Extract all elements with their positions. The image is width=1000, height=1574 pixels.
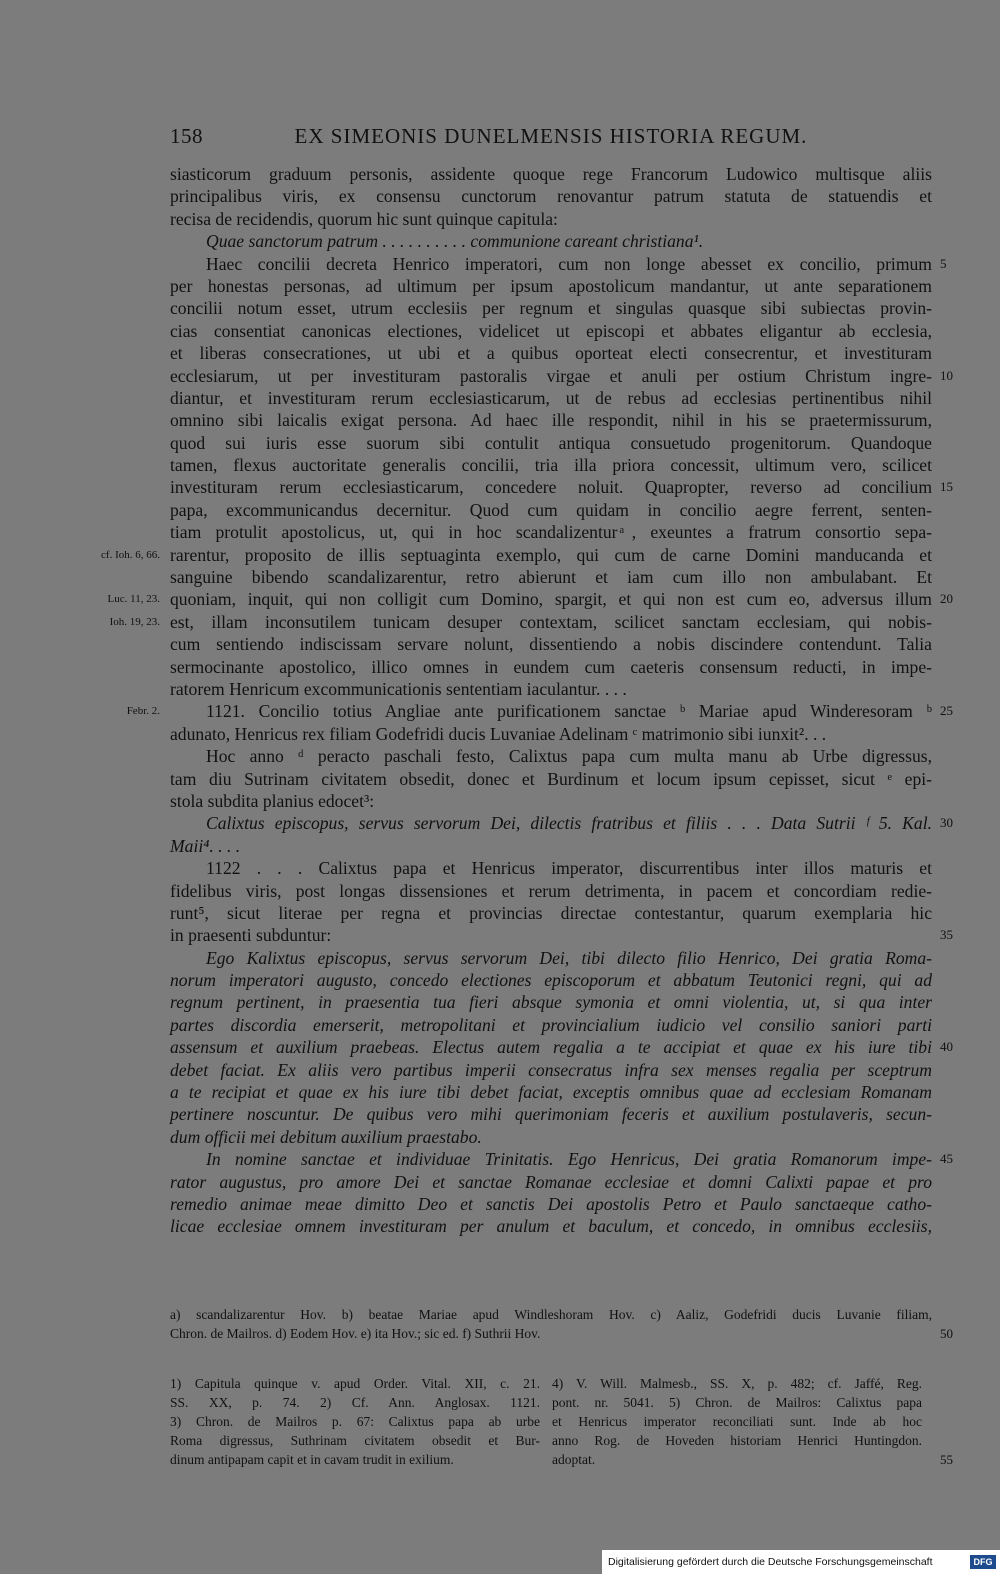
- line-text: cum sentiendo indiscissam servare nolunt, dissentiendo a nobis discindere contendunt. Talia: [170, 634, 932, 655]
- line-number: 10: [940, 367, 953, 383]
- text-line: [170, 275, 932, 297]
- line-text: remedio animae meae dimitto Deo et sanctis Dei apostolis Petro et Paulo sanctaeque catho-: [170, 1193, 932, 1214]
- footnote-line: Roma digressus, Suthrinam civitatem obsedit et Bur-: [170, 1433, 540, 1448]
- text-line: [170, 991, 932, 1013]
- running-title: EX SIMEONIS DUNELMENSIS HISTORIA REGUM.: [294, 124, 808, 148]
- line-text: papa, excommunicandus decernitur. Quod cum quidam in concilio aegre ferrent, senten-: [170, 499, 932, 520]
- text-line: [170, 902, 932, 924]
- text-line: [170, 499, 932, 521]
- margin-reference: Ioh. 19, 23.: [109, 615, 160, 628]
- text-line: [170, 812, 953, 834]
- footnote-line: et Henricus imperator reconciliati sunt. Inde ab hoc: [552, 1414, 922, 1429]
- text-line: [170, 857, 932, 879]
- line-text: debet faciat. Ex aliis vero partibus imperii consecratus infra sex menses regalia per sceptrum: [170, 1059, 932, 1080]
- text-line: [170, 253, 947, 275]
- line-text: rarentur, proposito de illis septuaginta exemplo, qui cum de carne Domini manducanda et: [170, 544, 932, 565]
- margin-reference: cf. Ioh. 6, 66.: [101, 548, 160, 561]
- line-number: 5: [940, 255, 947, 271]
- line-text: omnino sibi laicalis exigat persona. Ad haec ille respondit, nihil in his se praetermissurum,: [170, 410, 932, 431]
- main-text: [101, 163, 953, 1238]
- line-text: Ego Kalixtus episcopus, servus servorum Dei, tibi dilecto filio Henrico, Dei gratia Roma-: [206, 947, 932, 968]
- line-text: quoniam, inquit, qui non colligit cum Domino, spargit, et qui non est cum eo, adversus illum: [170, 589, 932, 610]
- footnote-line: 4) V. Will. Malmesb., SS. X, p. 482; cf. Jaffé, Reg.: [552, 1376, 922, 1391]
- line-text: stola subdita planius edocet³:: [170, 790, 375, 811]
- line-number: 50: [940, 1326, 953, 1341]
- text-line: [170, 163, 932, 185]
- line-number: 35: [940, 927, 953, 943]
- line-text: Hoc anno ᵈ peracto paschali festo, Calixtus papa cum multa manu ab Urbe digressus,: [206, 746, 932, 767]
- text-line: [170, 1036, 953, 1058]
- text-line: [107, 588, 953, 610]
- line-text: ecclesiarum, ut per investituram pastoralis virgae et anuli per ostium Christum ingre-: [170, 365, 932, 386]
- line-text: rator augustus, pro amore Dei et sanctae Romanae ecclesiae et domni Calixti papae et pro: [170, 1171, 932, 1192]
- line-text: partes discordia emerserit, metropolitani et provincialium iudicio vel consilio saniori parti: [170, 1014, 932, 1035]
- footnotes-right-column: [552, 1374, 922, 1469]
- page-number: 158: [170, 124, 203, 148]
- line-text: regnum pertinent, in praesentia tua fieri absque symonia et omni violentia, ut, si qua inter: [170, 992, 932, 1013]
- line-number: 20: [940, 591, 953, 607]
- margin-reference: Febr. 2.: [126, 705, 160, 718]
- text-line: [170, 320, 932, 342]
- line-number: 25: [940, 703, 953, 719]
- text-line: [170, 566, 932, 588]
- line-number: 30: [940, 815, 953, 831]
- text-line: [170, 880, 932, 902]
- line-text: et liberas consecrationes, ut ubi et a quibus oporteat electi consecrentur, et investituram: [170, 343, 932, 364]
- line-text: adunato, Henricus rex filiam Godefridi ducis Luvaniae Adelinam ᶜ matrimonio sibi iunxit². . .: [170, 723, 827, 744]
- text-line: [170, 185, 932, 207]
- line-text: dum officii mei debitum auxilium praestabo.: [170, 1126, 482, 1147]
- text-line: [170, 947, 932, 969]
- line-text: tiam protulit apostolicus, ut, qui in hoc scandalizentur ͣ, exeuntes a fratrum consortio sepa-: [170, 522, 932, 543]
- line-text: pertinere noscuntur. De quibus vero mihi querimoniam feceris et auxilium postulaveris, secun-: [170, 1104, 932, 1125]
- line-text: quod sui iuris esse suorum sibi contulit antiqua consuetudo progenitorum. Quandoque: [170, 432, 932, 453]
- text-line: [170, 342, 932, 364]
- dfg-logo-icon: DFG: [970, 1555, 996, 1569]
- footnote-line: 3) Chron. de Mailros p. 67: Calixtus papa ab urbe: [170, 1414, 540, 1429]
- text-line: [170, 678, 932, 700]
- text-line: [170, 969, 932, 991]
- line-number: 45: [940, 1151, 953, 1167]
- line-text: norum imperatori augusto, concedo electiones episcoporum et abbatum Teutonici regni, qui ad: [170, 970, 932, 991]
- line-text: tam diu Sutrinam civitatem obsedit, donec et Burdinum et locum ipsum cepisset, sicut ᵉ epi-: [170, 768, 932, 789]
- line-text: diantur, et investituram rerum ecclesiasticarum, ut de rebus ad ecclesias pertinentibus nihil: [170, 387, 932, 408]
- line-text: Quae sanctorum patrum . . . . . . . . . . communione careant christiana¹.: [206, 231, 704, 252]
- text-line: [170, 745, 932, 767]
- line-text: Haec concilii decreta Henrico imperatori, cum non longe abesset ex concilio, primum: [206, 253, 932, 274]
- text-line: [101, 544, 932, 566]
- line-text: per honestas personas, ad ultimum per ipsum apostolicum mandantur, ut ante separationem: [170, 275, 932, 296]
- text-line: [170, 835, 932, 857]
- margin-reference: Luc. 11, 23.: [107, 593, 160, 606]
- line-text: tamen, flexus auctoritate generalis concilii, tria illa priora concessit, ultimum vero, scilicet: [170, 455, 932, 476]
- text-line: [170, 790, 932, 812]
- line-text: fidelibus viris, post longas dissensiones et rerum detrimenta, in pacem et concordiam redie-: [170, 880, 932, 901]
- text-line: [170, 1148, 953, 1170]
- footnotes-left-column: [170, 1374, 540, 1469]
- footnote-line: pont. nr. 5041. 5) Chron. de Mailros: Calixtus papa: [552, 1395, 922, 1410]
- variant-notes: [170, 1305, 953, 1343]
- line-text: licae ecclesiae omnem investituram per anulum et baculum, et concedo, in omnibus ecclesiis,: [170, 1216, 932, 1237]
- text-line: [170, 230, 932, 252]
- line-text: investituram rerum ecclesiasticarum, concedere noluit. Quapropter, reverso ad concilium: [170, 477, 932, 498]
- text-line: [170, 476, 953, 498]
- variant-line: Chron. de Mailros. d) Eodem Hov. e) ita Hov.; sic ed. f) Suthrii Hov. 50: [170, 1326, 953, 1341]
- line-text: recisa de recidendis, quorum hic sunt quinque capitula:: [170, 208, 558, 229]
- text-line: [170, 454, 932, 476]
- text-line: [170, 1171, 932, 1193]
- text-line: [170, 208, 932, 230]
- text-line: [170, 1103, 932, 1125]
- text-line: [170, 1126, 932, 1148]
- line-number: 15: [940, 479, 953, 495]
- line-text: in praesenti subduntur:: [170, 925, 332, 946]
- line-text: ratorem Henricum excommunicationis sententiam iaculantur. . . .: [170, 678, 627, 699]
- text-line: [170, 924, 953, 946]
- line-number: 55: [940, 1452, 953, 1467]
- line-text: siasticorum graduum personis, assidente quoque rege Francorum Ludowico multisque aliis: [170, 164, 932, 184]
- text-line: [126, 700, 953, 722]
- line-number: 40: [940, 1039, 953, 1055]
- text-line: [170, 365, 953, 387]
- footnote-line: adoptat.: [552, 1452, 596, 1467]
- line-text: Calixtus episcopus, servus servorum Dei, dilectis fratribus et filiis . . . Data Sutrii ᶠ 5. Kal.: [206, 813, 932, 834]
- line-text: runt⁵, sicut literae per regna et provincias directae contestantur, quarum exemplaria hic: [170, 902, 932, 923]
- footnotes: [170, 1374, 953, 1474]
- line-text: sanguine bibendo scandalizarentur, retro abierunt et iam cum illo non ambulabant. Et: [170, 567, 932, 588]
- text-line: [170, 1215, 932, 1237]
- text-line: [170, 768, 932, 790]
- digitization-credit: [602, 1550, 1000, 1574]
- line-text: est, illam inconsutilem tunicam desuper contextam, scilicet sanctam ecclesiam, qui nobis-: [170, 611, 932, 632]
- text-line: [170, 521, 932, 543]
- text-line: [109, 611, 932, 633]
- line-text: sermocinante apostolico, illico omnes in eundem cum caeteris consensum reducti, in impe-: [170, 656, 932, 677]
- credit-text: Digitalisierung gefördert durch die Deutsche Forschungsgemeinschaft: [608, 1556, 933, 1568]
- line-text: 1121. Concilio totius Angliae ante purificationem sanctae ᵇ Mariae apud Winderesoram ᵇ: [206, 701, 932, 722]
- footnote-line: anno Rog. de Hoveden historiam Henrici Huntingdon.: [552, 1433, 922, 1448]
- text-line: [170, 297, 932, 319]
- text-line: [170, 723, 932, 745]
- footnote-line: SS. XX, p. 74. 2) Cf. Ann. Anglosax. 1121.: [170, 1395, 540, 1410]
- footnote-line: dinum antipapam capit et in cavam trudit in exilium.: [170, 1452, 454, 1467]
- line-text: Maii⁴. . . .: [170, 835, 241, 856]
- text-line: [170, 656, 932, 678]
- text-line: [170, 1081, 932, 1103]
- line-text: 1122 . . . Calixtus papa et Henricus imperator, discurrentibus inter illos maturis et: [206, 858, 932, 879]
- text-line: [170, 633, 932, 655]
- line-text: cias consentiat canonicas electiones, videlicet ut episcopi et abbates eligantur ab ecclesia,: [170, 320, 932, 341]
- text-line: [170, 387, 932, 409]
- text-line: [170, 432, 932, 454]
- line-text: principalibus viris, ex consensu cunctorum renovantur patrum statuta de statuendis et: [170, 186, 932, 207]
- line-text: In nomine sanctae et individuae Trinitatis. Ego Henricus, Dei gratia Romanorum impe-: [206, 1149, 932, 1170]
- page-header: [170, 124, 932, 152]
- line-text: a te recipiat et quae ex his iure tibi debet faciat, exceptis omnibus quae ad ecclesiam Romanam: [170, 1082, 932, 1103]
- line-text: concilii notum esset, utrum ecclesiis per regnum et singulas quasque sibi subiectas provin-: [170, 298, 932, 319]
- footnote-line: 1) Capitula quinque v. apud Order. Vital. XII, c. 21.: [170, 1376, 540, 1391]
- text-line: [170, 409, 932, 431]
- text-line: [170, 1059, 932, 1081]
- line-text: assensum et auxilium praebeas. Electus autem regalia a te accipiat et quae ex his iure tibi: [170, 1037, 932, 1058]
- text-line: [170, 1014, 932, 1036]
- text-line: [170, 1193, 932, 1215]
- variant-line: a) scandalizarentur Hov. b) beatae Mariae apud Windleshoram Hov. c) Aaliz, Godefridi ducis Luvanie filiam,: [170, 1307, 932, 1322]
